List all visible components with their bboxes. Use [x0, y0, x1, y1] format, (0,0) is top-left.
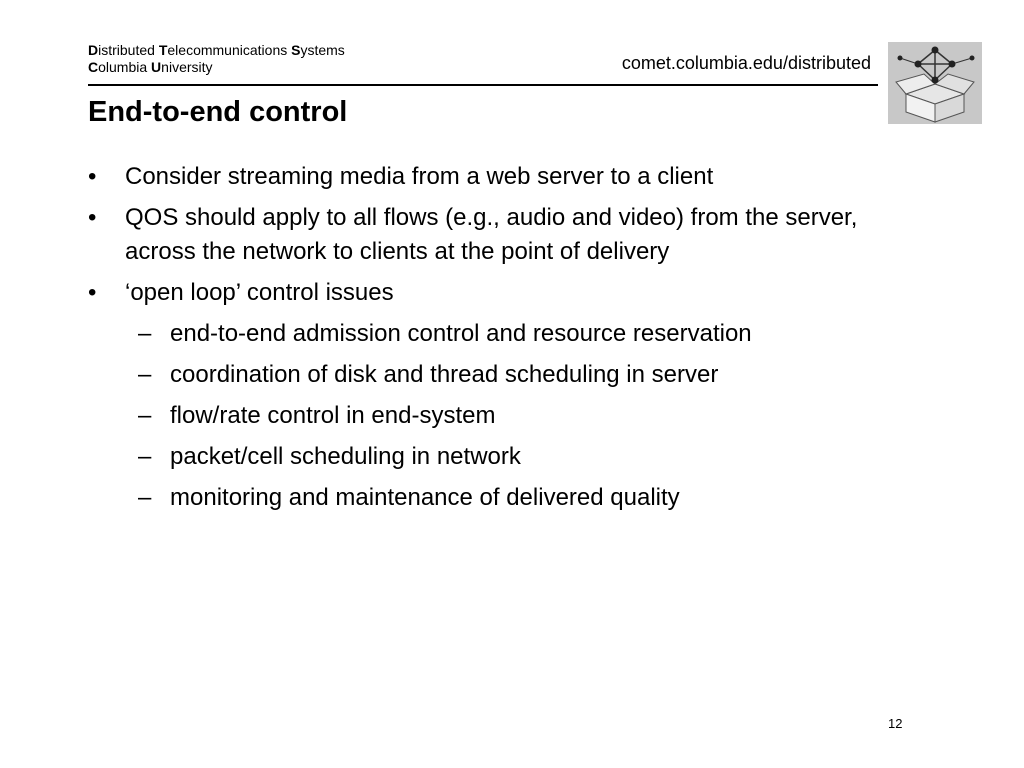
sub-bullet-mark: – — [138, 402, 152, 429]
sub-bullet-mark: – — [138, 320, 152, 347]
org-word: ystems — [300, 42, 345, 58]
org-word: istributed — [98, 42, 159, 58]
sub-bullet-item — [88, 317, 928, 351]
bullet-item — [88, 201, 928, 269]
slide-content — [88, 160, 928, 522]
org-initial: S — [291, 42, 301, 58]
bullet-text: QOS should apply to all flows (e.g., audio and video) from the server, across the network to clients at the point of delivery — [125, 204, 858, 265]
sub-bullet-text: packet/cell scheduling in network — [170, 443, 521, 470]
sub-bullet-text: flow/rate control in end-system — [170, 402, 496, 429]
org-word: olumbia — [98, 59, 152, 75]
sub-bullet-mark: – — [138, 484, 152, 511]
org-initial: C — [88, 59, 99, 75]
bullet-mark: • — [88, 163, 97, 190]
bullet-text: ‘open loop’ control issues — [125, 279, 394, 306]
header-url: comet.columbia.edu/distributed — [621, 53, 871, 73]
slide-title: End-to-end control — [88, 96, 348, 128]
org-word: niversity — [161, 59, 213, 75]
sub-bullet-text: monitoring and maintenance of delivered quality — [170, 484, 680, 511]
sub-bullet-item — [88, 440, 928, 474]
sub-bullet-item — [88, 358, 928, 392]
sub-bullet-text: coordination of disk and thread scheduling in server — [170, 361, 719, 388]
bullet-mark: • — [88, 279, 97, 306]
sub-bullet-text: end-to-end admission control and resource reservation — [170, 320, 752, 347]
org-initial: T — [158, 42, 168, 58]
network-box-graphic — [888, 42, 982, 124]
org-initial: D — [88, 42, 99, 58]
org-initial: U — [151, 59, 162, 75]
org-name — [88, 42, 345, 76]
org-word: elecommunications — [167, 42, 292, 58]
sub-bullet-item — [88, 399, 928, 433]
header-divider — [88, 84, 878, 86]
network-box-icon — [888, 42, 982, 124]
bullet-item — [88, 276, 928, 310]
page-number: 12 — [888, 716, 903, 731]
bullet-item — [88, 160, 928, 194]
org-line-2 — [88, 59, 345, 76]
sub-bullet-mark: – — [138, 443, 152, 470]
sub-bullet-mark: – — [138, 361, 152, 388]
bullet-mark: • — [88, 204, 97, 231]
org-line-1 — [88, 42, 345, 59]
bullet-text: Consider streaming media from a web server to a client — [125, 163, 714, 190]
sub-bullet-item — [88, 481, 928, 515]
